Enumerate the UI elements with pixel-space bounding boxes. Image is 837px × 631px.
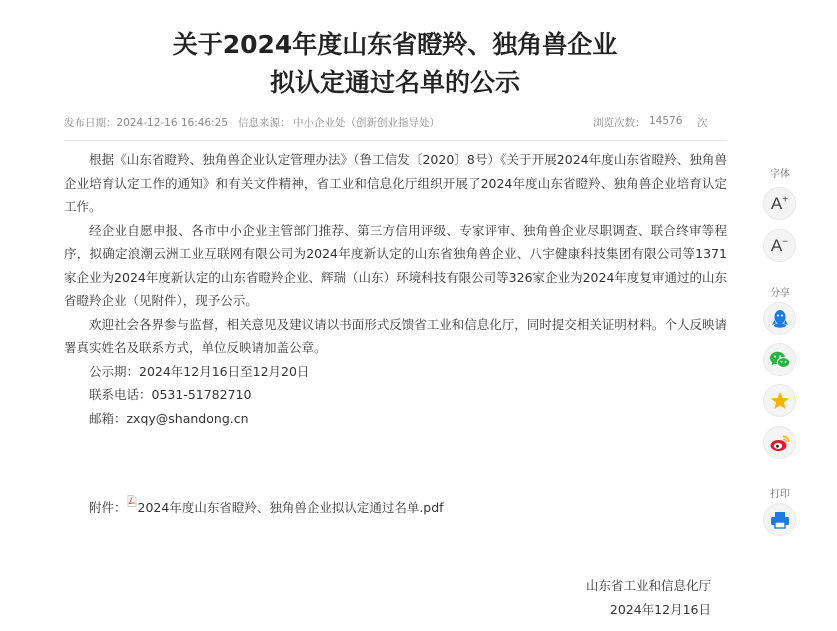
attachment-label: 附件： [89, 500, 127, 515]
font-decrease-button[interactable] [763, 229, 796, 262]
meta-divider [64, 140, 727, 141]
views-unit: 次 [697, 117, 708, 129]
share-label: 分享 [770, 288, 790, 299]
signature-block [586, 574, 711, 622]
print-label: 打印 [770, 489, 790, 500]
signature-org: 山东省工业和信息化厅 [585, 578, 711, 593]
qzone-star-icon [770, 391, 790, 411]
paragraph-3: 欢迎社会各界参与监督，相关意见及建议请以书面形式反馈省工业和信息化厅，同时提交相关证明材料。个人反映请署真实姓名及联系方式，单位反映请加盖公章。 [64, 316, 727, 355]
article-body [64, 148, 727, 430]
paragraph-2: 经企业自愿申报、各市中小企业主管部门推荐、第三方信用评级、专家评审、独角兽企业尽职调查、联合终审等程序，拟确定浪潮云洲工业互联网有限公司为2024年度新认定的山东省独角兽企业、八宇健康科技集团有限公司等1371家企业为2024年度新认定的山东省瞪羚企业、辉瑞（山东）环境科技有限公司等326家企业为2024年度复审通过的山东省瞪羚企业（见附件），现予公示。 [64, 222, 727, 308]
publish-date: 发布日期：2024-12-16 16:46:25 [64, 117, 229, 129]
views-count: 14576 [649, 115, 683, 127]
qq-icon [771, 309, 789, 329]
weibo-icon [769, 433, 791, 453]
font-increase-icon: A+ [770, 194, 789, 213]
page-title [60, 26, 730, 102]
pdf-file-icon [127, 492, 137, 504]
font-increase-button[interactable] [763, 187, 796, 220]
font-decrease-icon: A− [770, 236, 789, 255]
print-button[interactable] [763, 503, 796, 536]
contact-phone: 联系电话：0531-51782710 [89, 387, 252, 402]
contact-email: 邮箱：zxqy@shandong.cn [89, 410, 249, 426]
font-label: 字体 [770, 169, 790, 180]
share-weibo-button[interactable] [763, 426, 796, 459]
attachment-row [89, 497, 444, 519]
source-value: 中小企业处（创新创业指导处） [293, 117, 440, 129]
attachment-link[interactable]: 2024年度山东省瞪羚、独角兽企业拟认定通过名单.pdf [137, 500, 444, 515]
share-qq-button[interactable] [763, 302, 796, 335]
title-line-2: 拟认定通过名单的公示 [269, 68, 520, 97]
source-label: 信息来源： [238, 117, 291, 129]
paragraph-1: 根据《山东省瞪羚、独角兽企业认定管理办法》（鲁工信发〔2020〕8号）《关于开展2024年度山东省瞪羚、独角兽企业培育认定工作的通知》和有关文件精神，省工业和信息化厅组织开展了2024年度山东省瞪羚、独角兽企业培育认定工作。 [64, 152, 727, 214]
wechat-icon [769, 350, 791, 370]
printer-icon [770, 511, 790, 529]
share-qzone-button[interactable] [763, 384, 796, 417]
views-label: 浏览次数： [593, 117, 646, 129]
share-wechat-button[interactable] [763, 343, 796, 376]
title-line-1: 关于2024年度山东省瞪羚、独角兽企业 [172, 30, 618, 59]
article-meta [64, 115, 724, 133]
publicity-period: 公示期：2024年12月16日至12月20日 [89, 363, 310, 379]
signature-date: 2024年12月16日 [609, 602, 711, 617]
